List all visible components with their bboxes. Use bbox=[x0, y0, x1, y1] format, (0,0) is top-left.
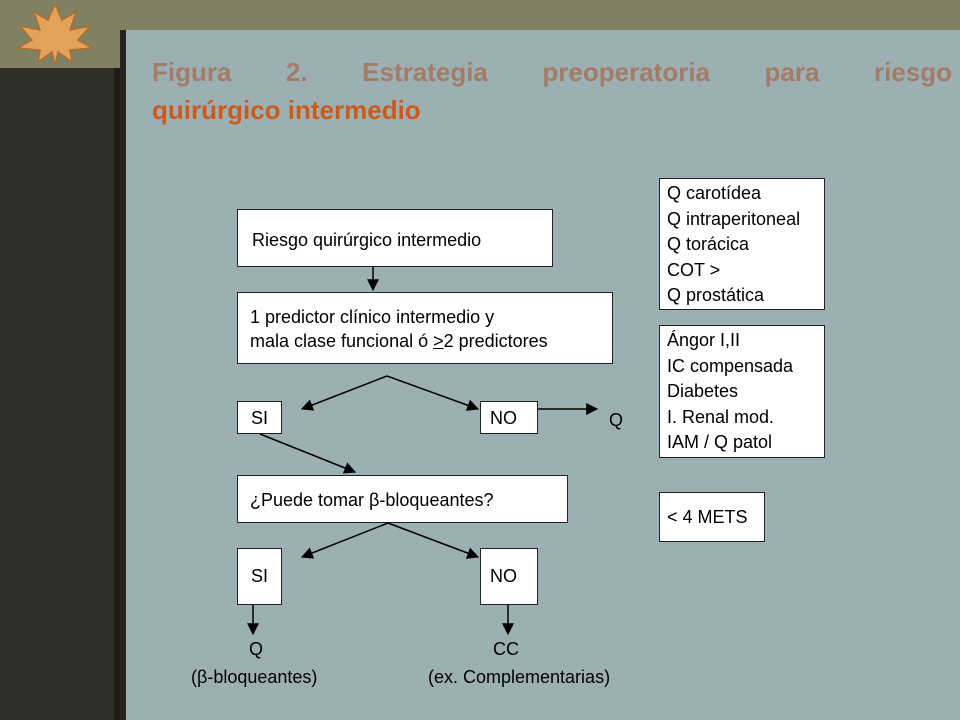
surgery-item: Q prostática bbox=[667, 285, 765, 305]
start-box bbox=[237, 209, 553, 267]
arrow-si-to-question bbox=[260, 434, 355, 472]
si-label-1: SI bbox=[251, 408, 269, 428]
question-label: ¿Puede tomar β-bloqueantes? bbox=[250, 490, 494, 510]
outcome-no-line1: CC bbox=[493, 639, 519, 659]
si-box-2 bbox=[237, 548, 282, 605]
no-label-1: NO bbox=[490, 408, 517, 428]
outcome-yes-line1: Q bbox=[249, 639, 264, 659]
surgery-item: COT > bbox=[667, 259, 721, 280]
ge-symbol: > bbox=[433, 331, 444, 351]
mets-box bbox=[659, 492, 765, 542]
arrow-question-branch-si bbox=[302, 523, 388, 557]
criteria-box bbox=[237, 292, 613, 364]
arrow-criteria-branch-si bbox=[302, 376, 387, 409]
no-box-1 bbox=[480, 401, 538, 434]
predictors-box bbox=[659, 325, 825, 458]
surgeries-box bbox=[659, 178, 825, 310]
start-label: Riesgo quirúrgico intermedio bbox=[252, 230, 482, 250]
arrow-question-branch-no bbox=[388, 523, 478, 557]
si-label-2: SI bbox=[251, 566, 269, 586]
predictor-item: Ángor I,II bbox=[667, 330, 741, 350]
predictor-item: Diabetes bbox=[667, 381, 739, 401]
no-box-2 bbox=[480, 548, 538, 605]
q-label-1: Q bbox=[609, 410, 624, 430]
surgery-item: Q carotídea bbox=[667, 183, 762, 203]
surgery-item: Q torácica bbox=[667, 234, 750, 254]
predictor-item: IC compensada bbox=[667, 355, 794, 376]
question-box bbox=[237, 475, 568, 523]
si-box-1 bbox=[237, 401, 282, 434]
criteria-line2: mala clase funcional ó >2 predictores bbox=[250, 331, 548, 351]
arrow-criteria-branch-no bbox=[387, 376, 478, 409]
predictor-item: I. Renal mod. bbox=[667, 406, 775, 427]
criteria-line1: 1 predictor clínico intermedio y bbox=[250, 307, 495, 327]
surgery-item: Q intraperitoneal bbox=[667, 208, 801, 229]
mets-label: < 4 METS bbox=[667, 507, 748, 527]
slide-title-line1: Figura 2. Estrategia preoperatoria para riesgo bbox=[152, 57, 952, 87]
outcome-yes-line2: (β-bloqueantes) bbox=[191, 667, 318, 687]
predictor-item: IAM / Q patol bbox=[667, 432, 773, 452]
outcome-no-line2: (ex. Complementarias) bbox=[428, 667, 611, 687]
slide-title-line2: quirúrgico intermedio bbox=[152, 95, 421, 125]
no-label-2: NO bbox=[490, 566, 517, 586]
